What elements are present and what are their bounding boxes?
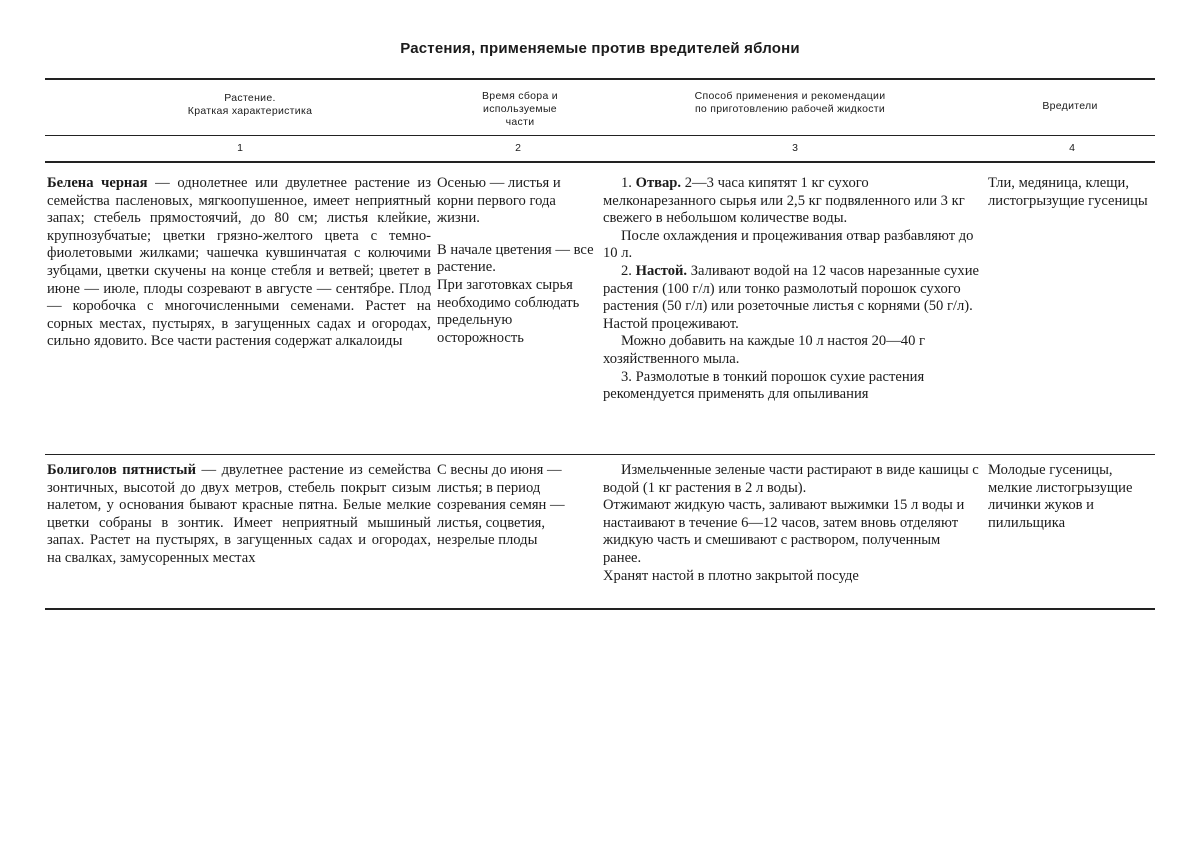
row2-plant-cell	[47, 462, 431, 568]
header-plant	[140, 92, 360, 118]
header-time-line3: части	[505, 116, 535, 128]
row1-method-1-text: 2—3 часа кипятят 1 кг сухого мелконарезанного сырья или 2,5 кг подвяленного или 3 кг свежего в небольшом количестве воды.	[603, 175, 965, 227]
row1-plant-name: Белена черная	[47, 175, 148, 191]
header-plant-line1: Растение.	[224, 92, 276, 104]
row2-pests: Молодые гусеницы, мелкие листогрызущие личинки жуков и пилильщика	[988, 462, 1133, 531]
row1-pests: Тли, медяница, клещи, листогрызущие гусеницы	[988, 175, 1148, 209]
header-time-line2: используемые	[483, 103, 557, 115]
row1-time-part-2: В начале цветения — все растение.	[437, 241, 594, 276]
row1-pests-cell	[988, 175, 1153, 210]
row1-method-3: 3. Размолотые в тонкий порошок сухие растения рекомендуется применять для опыливания	[603, 368, 925, 403]
column-number-4: 4	[1069, 142, 1075, 154]
header-pests	[1010, 100, 1130, 113]
column-number-1: 1	[237, 142, 243, 154]
row1-method-2-text: Заливают водой на 12 часов нарезанные сухие растения (100 г/л) или тонко размолотый порошок сухого растения (50 г/л) или розеточные листья с корнями (50 г/л). Настой процеживают.	[603, 262, 980, 332]
row-separator-rule	[45, 454, 1155, 455]
page-title: Растения, применяемые против вредителей яблони	[400, 40, 800, 57]
row1-time-cell	[437, 175, 595, 347]
row1-method-2-num: 2.	[621, 262, 632, 279]
row2-pests-cell	[988, 462, 1153, 532]
row1-plant-cell	[47, 175, 431, 351]
header-time-parts	[450, 90, 590, 129]
row1-method-2-after: Можно добавить на каждые 10 л настоя 20—40 г хозяйственного мыла.	[603, 333, 926, 367]
row1-time-part-3: При заготовках сырья необходимо соблюдать предельную осторожность	[437, 276, 580, 346]
header-time-line1: Время сбора и	[482, 90, 558, 102]
header-pests-line1: Вредители	[1042, 100, 1098, 112]
row1-method-cell	[603, 175, 981, 404]
row2-plant-name: Болиголов пятнистый	[47, 462, 196, 478]
header-plant-line2: Краткая характеристика	[187, 105, 313, 117]
row1-plant-description: — однолетнее или двулетнее растение из семейства пасленовых, мягкоопушенное, имеет неприятный запах; стебель прямостоячий, до 80 см; листья клейкие, крупнозубчатые; цветки грязно-желтого цвета с темно-фиолетовыми жилками; чашечка кувшинчатая с колючими зубцами, цветки скучены на конце стебля и ветвей; цветет в июне — июле, плоды созревают в августе — сентябре. Плод — коробочка с многочисленными семенами. Растет на сорных местах, пустырях, в загущенных садах и огородах, сильно ядовито. Все части растения содержат алкалоиды	[47, 175, 431, 350]
row2-time-cell	[437, 462, 595, 550]
row2-time-part-1: С весны до июня — листья; в период созревания семян — листья, соцветия, незрелые плоды	[437, 462, 565, 549]
table-top-rule	[45, 78, 1155, 80]
header-method	[630, 90, 950, 116]
column-numbers-rule	[45, 161, 1155, 163]
row2-method-3: Хранят настой в плотно закрытой посуде	[603, 567, 859, 584]
column-number-2: 2	[515, 142, 521, 154]
row1-method-1-num: 1.	[621, 175, 632, 191]
column-number-3: 3	[792, 142, 798, 154]
row1-method-2-label: Настой.	[635, 262, 688, 279]
row1-method-1-label: Отвар.	[635, 175, 682, 191]
row2-plant-description: — двулетнее растение из семейства зонтичных, высотой до двух метров, стебель покрыт сизым налетом, у основания бывают красные пятна. Белые мелкие цветки собраны в зонтик. Имеет неприятный мышиный запах. Растет на пустырях, в загущенных садах и огородах, на свалках, замусоренных местах	[47, 462, 431, 566]
row2-method-1: Измельченные зеленые части растирают в виде кашицы с водой (1 кг растения в 2 л воды).	[603, 462, 979, 496]
row1-time-part-1: Осенью — листья и корни первого года жизни.	[437, 175, 561, 227]
table-bottom-rule	[45, 608, 1155, 610]
row2-method-cell	[603, 462, 981, 585]
row1-method-1-after: После охлаждения и процеживания отвар разбавляют до 10 л.	[603, 227, 974, 262]
header-method-line2: по приготовлению рабочей жидкости	[694, 103, 886, 115]
row2-method-2: Отжимают жидкую часть, заливают выжимки 15 л воды и настаивают в течение 6—12 часов, затем вновь отделяют жидкую часть и смешивают с раствором, полученным ранее.	[603, 497, 965, 566]
header-method-line1: Способ применения и рекомендации	[694, 90, 886, 102]
header-bottom-rule	[45, 135, 1155, 136]
